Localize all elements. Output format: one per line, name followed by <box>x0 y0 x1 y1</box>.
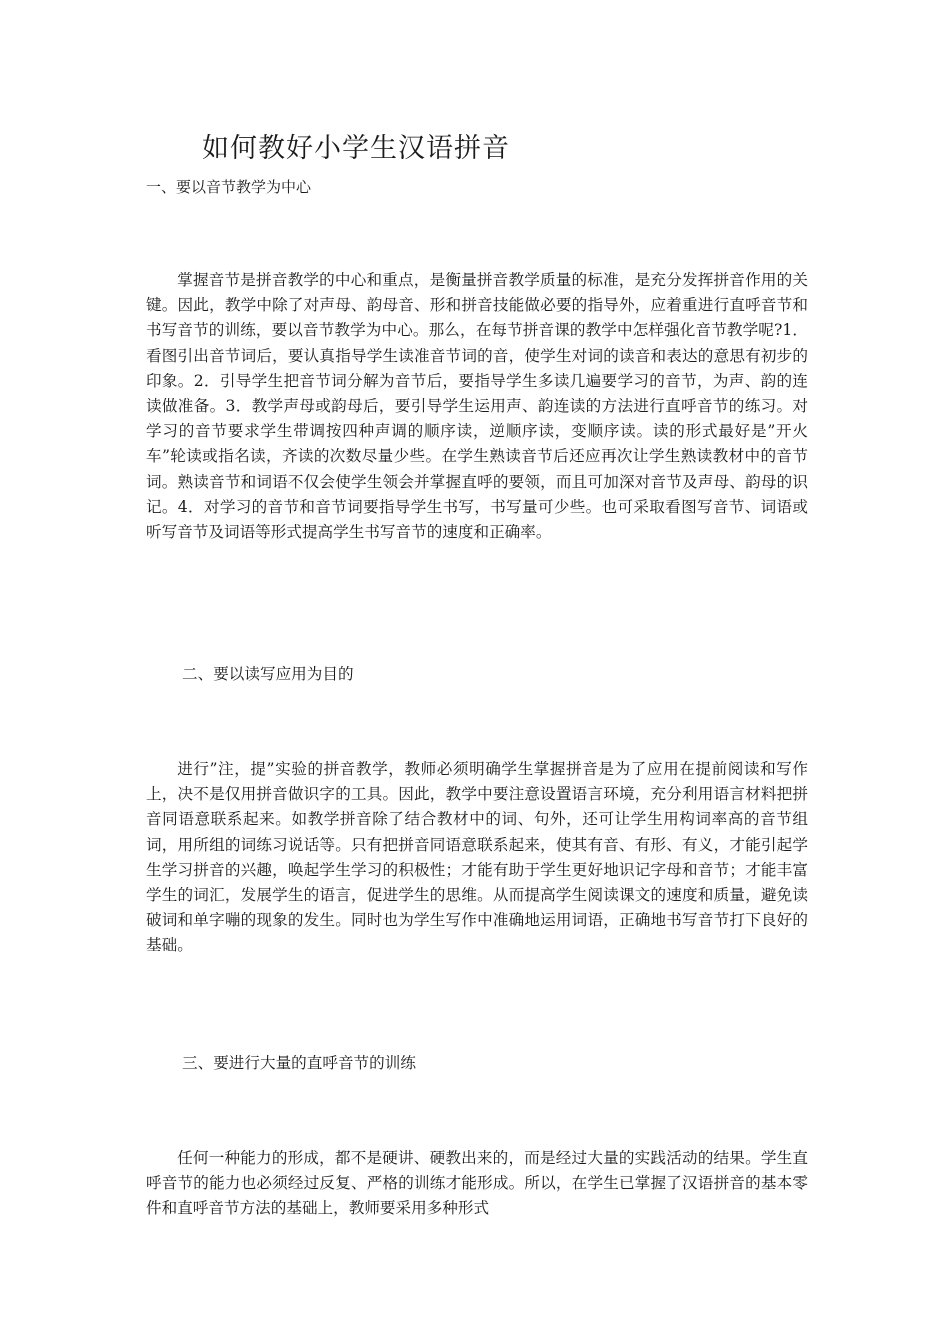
section-body-1: 掌握音节是拼音教学的中心和重点，是衡量拼音教学质量的标准，是充分发挥拼音作用的关键。因此，教学中除了对声母、韵母音、形和拼音技能做必要的指导外，应着重进行直呼音节和书写音节的训练，要以音节教学为中心。那么，在每节拼音课的教学中怎样强化音节教学呢?1．看图引出音节词后，要认真指导学生读准音节词的音，使学生对词的读音和表达的意思有初步的印象。2．引导学生把音节词分解为音节后，要指导学生多读几遍要学习的音节，为声、韵的连读做准备。3．教学声母或韵母后，要引导学生运用声、韵连读的方法进行直呼音节的练习。对学习的音节要求学生带调按四种声调的顺序读，逆顺序读，变顺序读。读的形式最好是”开火车”轮读或指名读，齐读的次数尽量少些。在学生熟读音节后还应再次让学生熟读教材中的音节词。熟读音节和词语不仅会使学生领会并掌握直呼的要领，而且可加深对音节及声母、韵母的识记。4．对学习的音节和音节词要指导学生书写，书写量可少些。也可采取看图写音节、词语或听写音节及词语等形式提高学生书写音节的速度和正确率。 <box>146 271 808 542</box>
document-title: 如何教好小学生汉语拼音 <box>202 133 510 164</box>
section-heading-1: 一、要以音节教学为中心 <box>146 178 312 196</box>
section-heading-2: 二、要以读写应用为目的 <box>182 665 354 683</box>
section-body-2: 进行”注，提”实验的拼音教学，教师必须明确学生掌握拼音是为了应用在提前阅读和写作上，决不是仅用拼音做识字的工具。因此，教学中要注意设置语言环境，充分利用语言材料把拼音同语意联系起来。如教学拼音除了结合教材中的词、句外，还可让学生用构词率高的音节组词，用所组的词练习说话等。只有把拼音同语意联系起来，使其有音、有形、有义，才能引起学生学习拼音的兴趣，唤起学生学习的积极性；才能有助于学生更好地识记字母和音节；才能丰富学生的词汇，发展学生的语言，促进学生的思维。从而提高学生阅读课文的速度和质量，避免读破词和单字嘣的现象的发生。同时也为学生写作中准确地运用词语，正确地书写音节打下良好的基础。 <box>146 760 808 955</box>
section-body-3: 任何一种能力的形成，都不是硬讲、硬教出来的，而是经过大量的实践活动的结果。学生直呼音节的能力也必须经过反复、严格的训练才能形成。所以，在学生已掌握了汉语拼音的基本零件和直呼音节方法的基础上，教师要采用多种形式 <box>146 1149 808 1218</box>
section-heading-3: 三、要进行大量的直呼音节的训练 <box>182 1054 416 1072</box>
